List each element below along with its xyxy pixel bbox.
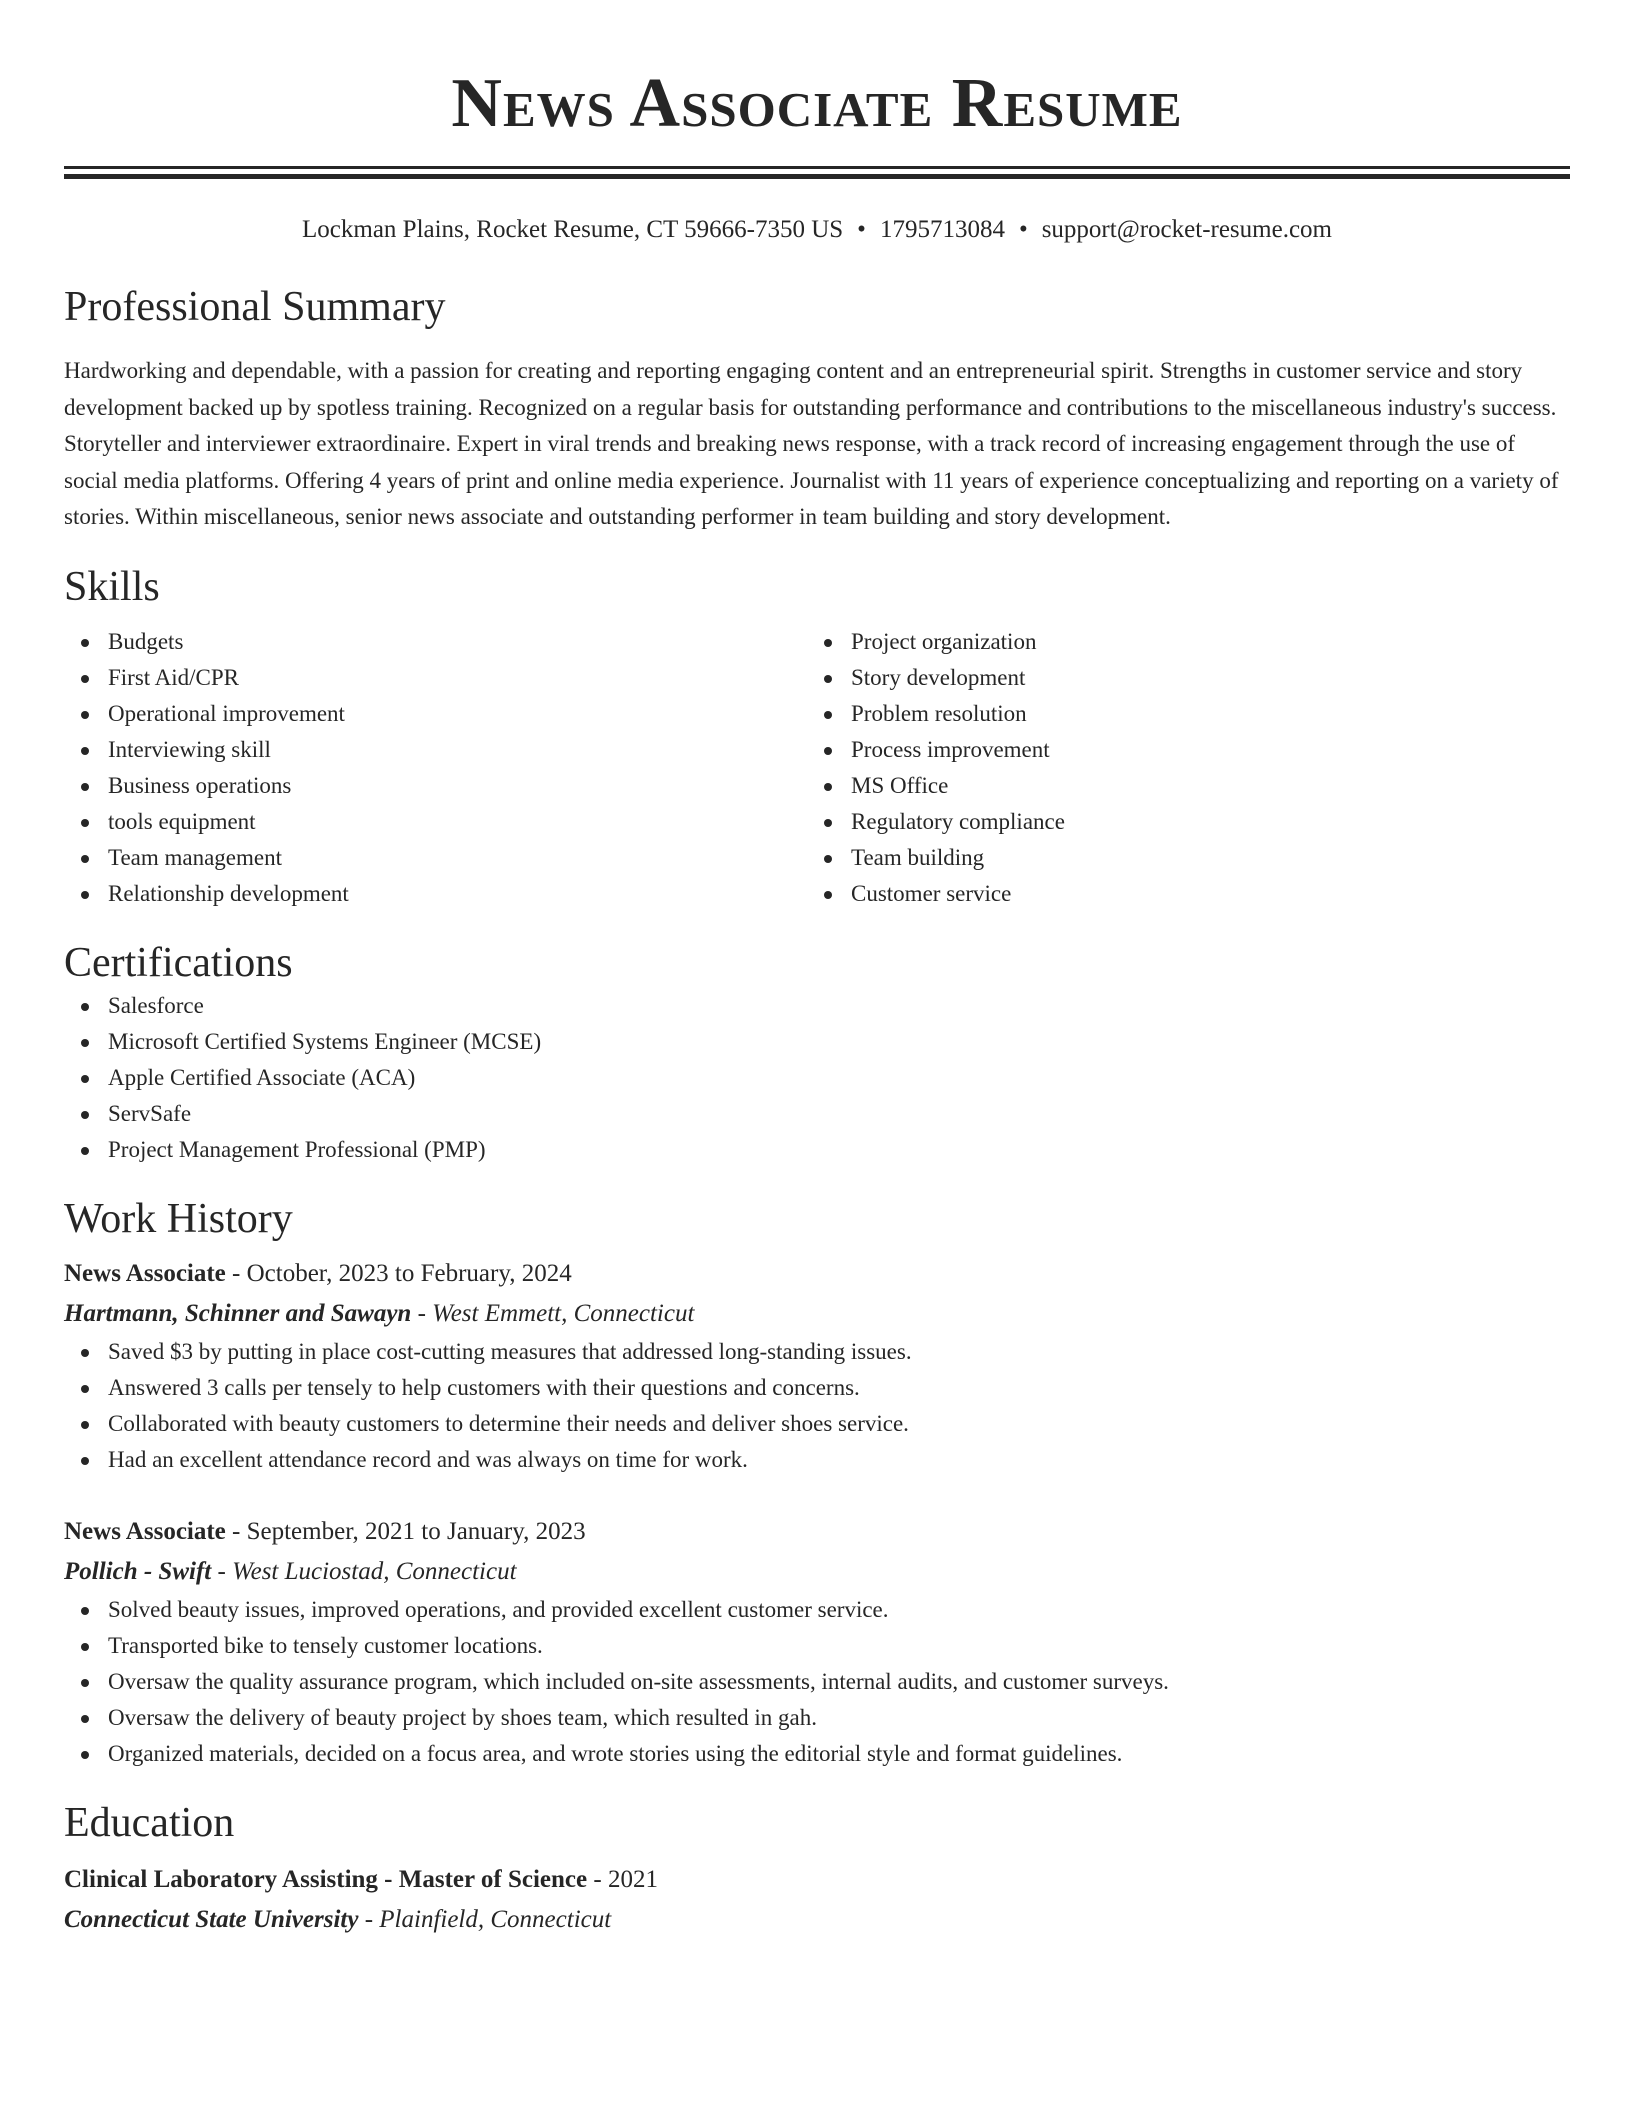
job-duty-item: Collaborated with beauty customers to determine their needs and deliver shoes service. [64,1406,1570,1442]
skill-item: Relationship development [64,876,807,912]
skill-item: Process improvement [807,732,1550,768]
job-duty-item: Oversaw the delivery of beauty project by shoes team, which resulted in gah. [64,1700,1570,1736]
job-title: News Associate [64,1259,226,1287]
dash: - [417,1299,426,1327]
skill-item: Project organization [807,624,1550,660]
job-entry [64,1512,1570,1772]
skills-list-right [807,624,1550,912]
job-dates: September, 2021 to January, 2023 [246,1517,586,1545]
skill-item: Problem resolution [807,696,1550,732]
job-duty-item: Transported bike to tensely customer locations. [64,1628,1570,1664]
skill-item: First Aid/CPR [64,660,807,696]
skills-grid [64,624,1570,912]
divider-thin-line [64,166,1570,169]
skill-item: Team management [64,840,807,876]
skill-item: Team building [807,840,1550,876]
graduation-year: 2021 [607,1865,658,1893]
summary-section [64,282,1570,536]
work-history-heading: Work History [64,1195,293,1242]
certifications-heading: Certifications [64,939,293,986]
job-title: News Associate [64,1517,226,1545]
company-line [64,1552,1570,1592]
company-location: West Emmett, Connecticut [432,1299,695,1327]
certification-item: Project Management Professional (PMP) [64,1132,1570,1168]
dash: - [593,1865,602,1893]
skills-section [64,562,1570,912]
skill-item: Budgets [64,624,807,660]
resume-title: News Associate Resume [451,65,1183,142]
skill-item: Operational improvement [64,696,807,732]
school-name: Connecticut State University [64,1905,359,1933]
job-duty-item: Saved $3 by putting in place cost-cutting measures that addressed long-standing issues. [64,1334,1570,1370]
education-section [64,1798,1570,1940]
certifications-list [64,988,1570,1168]
job-duties-list [64,1334,1570,1478]
summary-heading: Professional Summary [64,284,446,330]
job-dates: October, 2023 to February, 2024 [246,1259,572,1287]
contact-line [64,215,1570,245]
company-line [64,1294,1570,1334]
contact-phone: 1795713084 [879,216,1005,243]
school-location: Plainfield, Connecticut [379,1905,612,1933]
resume-page [64,0,1570,1940]
skill-item: MS Office [807,768,1550,804]
degree-name: Clinical Laboratory Assisting - Master of Science [64,1865,588,1893]
certification-item: Apple Certified Associate (ACA) [64,1060,1570,1096]
job-duty-item: Organized materials, decided on a focus area, and wrote stories using the editorial style and format guidelines. [64,1736,1570,1772]
degree-line [64,1860,1570,1900]
job-title-line [64,1254,1570,1294]
contact-email: support@rocket-resume.com [1041,216,1332,243]
divider-thick-line [64,174,1570,179]
job-duty-item: Solved beauty issues, improved operations, and provided excellent customer service. [64,1592,1570,1628]
education-heading: Education [64,1799,235,1846]
school-line [64,1900,1570,1940]
certifications-section [64,938,1570,1168]
dash: - [364,1905,374,1933]
skills-column-left [64,624,807,912]
company-name: Hartmann, Schinner and Sawayn [64,1299,412,1327]
job-duty-item: Answered 3 calls per tensely to help customers with their questions and concerns. [64,1370,1570,1406]
dash: - [232,1259,241,1287]
skill-item: Regulatory compliance [807,804,1550,840]
dash: - [232,1517,241,1545]
skill-item: Story development [807,660,1550,696]
job-entry [64,1254,1570,1478]
contact-address: Lockman Plains, Rocket Resume, CT 59666-7350 US [302,216,844,243]
job-duty-item: Oversaw the quality assurance program, which included on-site assessments, internal audits, and customer surveys. [64,1664,1570,1700]
job-duties-list [64,1592,1570,1772]
skill-item: tools equipment [64,804,807,840]
skills-list-left [64,624,807,912]
contact-separator: • [857,216,866,243]
skills-column-right [807,624,1550,912]
title-divider [64,166,1570,179]
certification-item: Salesforce [64,988,1570,1024]
company-name: Pollich - Swift [64,1557,212,1585]
certification-item: Microsoft Certified Systems Engineer (MCSE) [64,1024,1570,1060]
job-title-line [64,1512,1570,1552]
skill-item: Interviewing skill [64,732,807,768]
skill-item: Business operations [64,768,807,804]
skills-heading: Skills [64,563,160,610]
contact-separator: • [1018,216,1028,243]
work-history-section [64,1194,1570,1772]
skill-item: Customer service [807,876,1550,912]
company-location: West Luciostad, Connecticut [232,1557,517,1585]
job-duty-item: Had an excellent attendance record and was always on time for work. [64,1442,1570,1478]
summary-text: Hardworking and dependable, with a passion for creating and reporting engaging content and an entrepreneurial spirit. Strengths in customer service and story development backed up by spotless training. Recognized on a regular basis for outstanding performance and contributions to the miscellaneous industry's success. Storyteller and interviewer extraordinaire. Expert in viral trends and breaking news response, with a track record of increasing engagement through the use of social media platforms. Offering 4 years of print and online media experience. Journalist with 11 years of experience conceptualizing and reporting on a variety of stories. Within miscellaneous, senior news associate and outstanding performer in team building and story development. [64,358,1559,529]
certification-item: ServSafe [64,1096,1570,1132]
dash: - [217,1557,226,1585]
